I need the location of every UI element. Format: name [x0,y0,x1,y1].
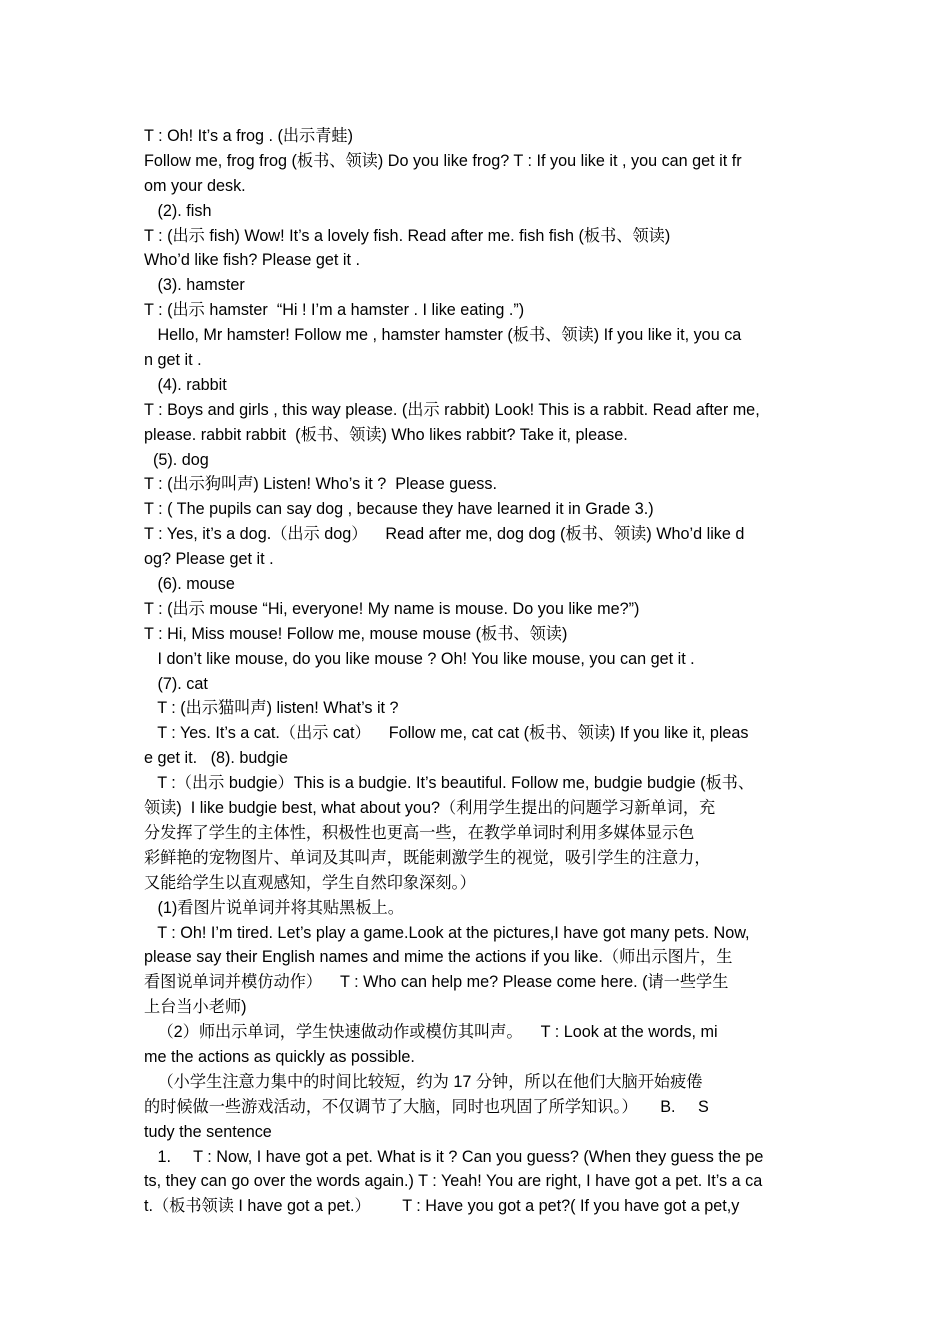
text-line: Who’d like fish? Please get it . [144,251,360,270]
text-line: 1. T : Now, I have got a pet. What is it ? Can you guess? (When they guess the pe [144,1147,764,1166]
text-line: T : (出示 mouse “Hi, everyone! My name is mouse. Do you like me?”) [144,599,640,618]
text-line: 领读) I like budgie best, what about you?（利用学生提出的问题学习新单词，充 [144,799,716,818]
text-line: T : Hi, Miss mouse! Follow me, mouse mouse (板书、领读) [144,624,568,643]
text-line: tudy the sentence [144,1122,272,1141]
text-line: T : ( The pupils can say dog , because they have learned it in Grade 3.) [144,500,654,519]
text-line: (7). cat [144,674,208,693]
text-line: om your desk. [144,176,246,195]
text-line: T : Oh! I’m tired. Let’s play a game.Look at the pictures,I have got many pets. Now, [144,923,750,942]
text-line: 看图说单词并模仿动作） T : Who can help me? Please come here. (请一些学生 [144,973,729,992]
text-line: T : (出示 hamster “Hi ! I’m a hamster . I like eating .”) [144,301,525,320]
text-line: T : (出示狗叫声) Listen! Who’s it ? Please guess. [144,475,497,494]
text-line: n get it . [144,351,202,370]
text-line: Hello, Mr hamster! Follow me , hamster hamster (板书、领读) If you like it, you ca [144,326,742,345]
text-line: T : Yes, it’s a dog.（出示 dog） Read after me, dog dog (板书、领读) Who’d like d [144,525,745,544]
text-line: T : Oh! It’s a frog . (出示青蛙) [144,127,353,145]
text-line: og? Please get it . [144,550,274,569]
text-line: 上台当小老师) [144,998,247,1017]
text-line: T :（出示 budgie）This is a budgie. It’s beautiful. Follow me, budgie budgie (板书、 [144,774,755,793]
text-line: （2）师出示单词，学生快速做动作或模仿其叫声。 T : Look at the words, mi [144,1023,718,1042]
text-line: (4). rabbit [144,375,227,394]
text-line: T : Boys and girls , this way please. (出示 rabbit) Look! This is a rabbit. Read after me, [144,400,760,419]
text-line: (2). fish [144,201,212,220]
text-line: e get it. (8). budgie [144,749,288,768]
text-line: (5). dog [144,450,209,469]
text-line: t.（板书领读 I have got a pet.） T : Have you got a pet?( If you have got a pet,y [144,1197,740,1216]
text-line: 彩鲜艳的宠物图片、单词及其叫声，既能刺激学生的视觉，吸引学生的注意力， [144,848,711,867]
document-body [144,124,816,1219]
text-line: please. rabbit rabbit (板书、领读) Who likes rabbit? Take it, please. [144,425,628,444]
text-line: T : (出示 fish) Wow! It’s a lovely fish. Read after me. fish fish (板书、领读) [144,226,671,245]
text-line: (3). hamster [144,276,245,295]
text-line: Follow me, frog frog (板书、领读) Do you like frog? T : If you like it , you can get it fr [144,151,742,170]
text-line: （小学生注意力集中的时间比较短，约为 17 分钟，所以在他们大脑开始疲倦 [144,1072,703,1091]
text-line: ts, they can go over the words again.) T : Yeah! You are right, I have got a pet. It’s a ca [144,1172,763,1191]
text-line: T : Yes. It’s a cat.（出示 cat） Follow me, cat cat (板书、领读) If you like it, pleas [144,724,749,743]
text-line: 分发挥了学生的主体性，积极性也更高一些，在教学单词时利用多媒体显示色 [144,823,695,842]
text-line: 又能给学生以直观感知，学生自然印象深刻。） [144,873,476,892]
text-line: T : (出示猫叫声) listen! What’s it ? [144,699,399,718]
text-line: please say their English names and mime the actions if you like.（师出示图片，生 [144,948,733,967]
text-line: (1)看图片说单词并将其贴黑板上。 [144,898,404,917]
text-line: (6). mouse [144,575,235,594]
text-line: 的时候做一些游戏活动，不仅调节了大脑，同时也巩固了所学知识。） B. S [144,1097,709,1116]
text-line: me the actions as quickly as possible. [144,1047,415,1066]
text-line: I don’t like mouse, do you like mouse ? Oh! You like mouse, you can get it . [144,649,695,668]
